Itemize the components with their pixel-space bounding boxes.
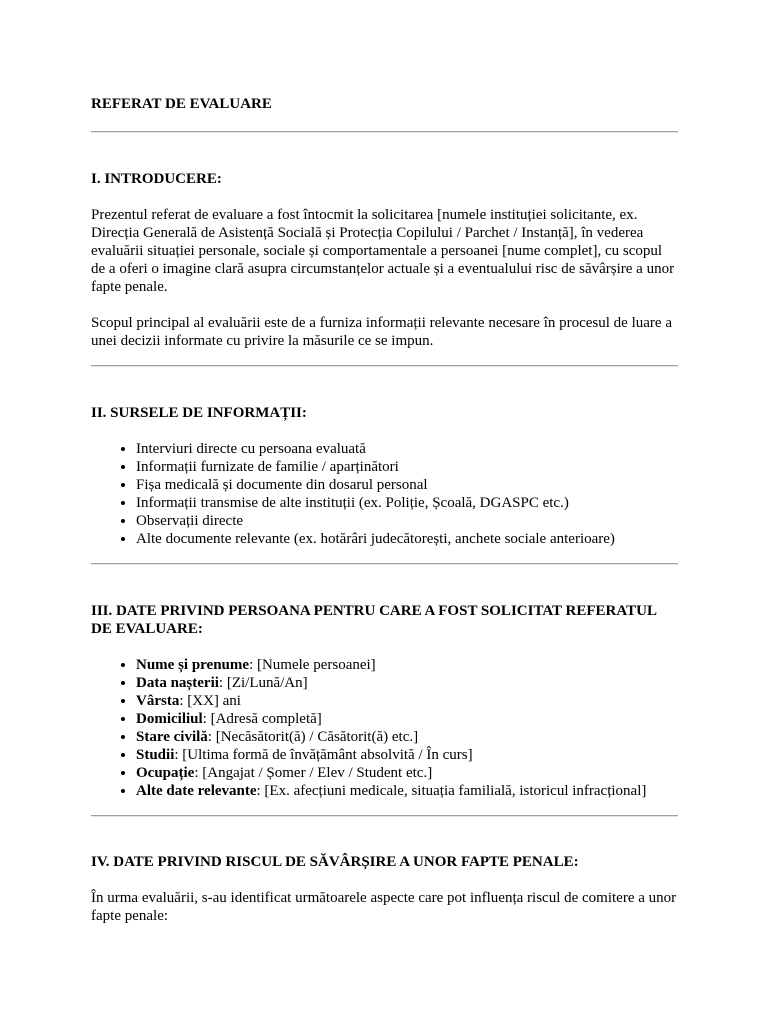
section-risk-heading: IV. DATE PRIVIND RISCUL DE SĂVÂRȘIRE A UNOR FAPTE PENALE: <box>91 854 579 870</box>
list-item: • Informații furnizate de familie / aparținători <box>136 458 724 476</box>
field-value: : [Adresă completă] <box>202 711 322 727</box>
list-item: • Observații directe <box>136 512 724 530</box>
list-item <box>136 692 724 710</box>
list-item <box>136 728 724 746</box>
person-data-list <box>91 656 724 800</box>
risk-paragraph-1: În urma evaluării, s-au identificat următoarele aspecte care pot influența riscul de comitere a unor fapte penale: <box>91 890 677 924</box>
field-label: Alte date relevante <box>136 783 257 799</box>
field-label: Studii <box>136 747 175 763</box>
field-value: : [Ex. afecțiuni medicale, situația familială, istoricul infracțional] <box>256 783 647 799</box>
list-item: • Alte documente relevante (ex. hotărâri judecătorești, anchete sociale anterioare) <box>136 530 724 548</box>
intro-paragraph-2: Scopul principal al evaluării este de a furniza informații relevante necesare în procesul de luare a unei decizii informate cu privire la măsurile ce se impun. <box>91 315 672 349</box>
list-item <box>136 782 724 800</box>
field-label: Vârsta <box>136 693 180 709</box>
field-value: : [Necăsătorit(ă) / Căsătorit(ă) etc.] <box>207 729 419 745</box>
divider <box>91 131 678 133</box>
divider <box>91 365 678 367</box>
list-item <box>136 746 724 764</box>
field-label: Domiciliul <box>136 711 203 727</box>
field-label: Stare civilă <box>136 729 208 745</box>
divider <box>91 563 678 565</box>
list-item <box>136 674 724 692</box>
list-item: • Interviuri directe cu persoana evaluată <box>136 440 724 458</box>
field-label: Data nașterii <box>136 675 219 691</box>
field-value: : [XX] ani <box>179 693 241 709</box>
field-value: : [Ultima formă de învățământ absolvită / În curs] <box>174 747 473 763</box>
divider <box>91 815 678 817</box>
field-label: Ocupație <box>136 765 195 781</box>
intro-paragraph-1: Prezentul referat de evaluare a fost întocmit la solicitarea [numele instituției solicitante, ex. Direcția Generală de Asistență Socială și Protecția Copilului / Parchet / Instanță], în vederea evaluării situației personale, sociale și comportamentale a persoanei [nume complet], cu scopul de a oferi o imagine clară asupra circumstanțelor actuale și a eventualului risc de săvârșire a unor fapte penale. <box>91 207 675 295</box>
field-value: : [Angajat / Șomer / Elev / Student etc.] <box>194 765 433 781</box>
field-value: : [Zi/Lună/An] <box>218 675 308 691</box>
section-person-heading: III. DATE PRIVIND PERSOANA PENTRU CARE A FOST SOLICITAT REFERATUL DE EVALUARE: <box>91 603 657 637</box>
section-intro-heading: I. INTRODUCERE: <box>91 171 222 187</box>
document-title: REFERAT DE EVALUARE <box>91 96 272 112</box>
field-value: : [Numele persoanei] <box>249 657 376 673</box>
list-item: • Fișa medicală și documente din dosarul personal <box>136 476 724 494</box>
section-sources-heading: II. SURSELE DE INFORMAȚII: <box>91 405 307 421</box>
list-item: • Informații transmise de alte instituții (ex. Poliție, Școală, DGASPC etc.) <box>136 494 724 512</box>
list-item <box>136 710 724 728</box>
sources-list <box>91 440 724 548</box>
field-label: Nume și prenume <box>136 657 250 673</box>
list-item <box>136 656 724 674</box>
list-item <box>136 764 724 782</box>
